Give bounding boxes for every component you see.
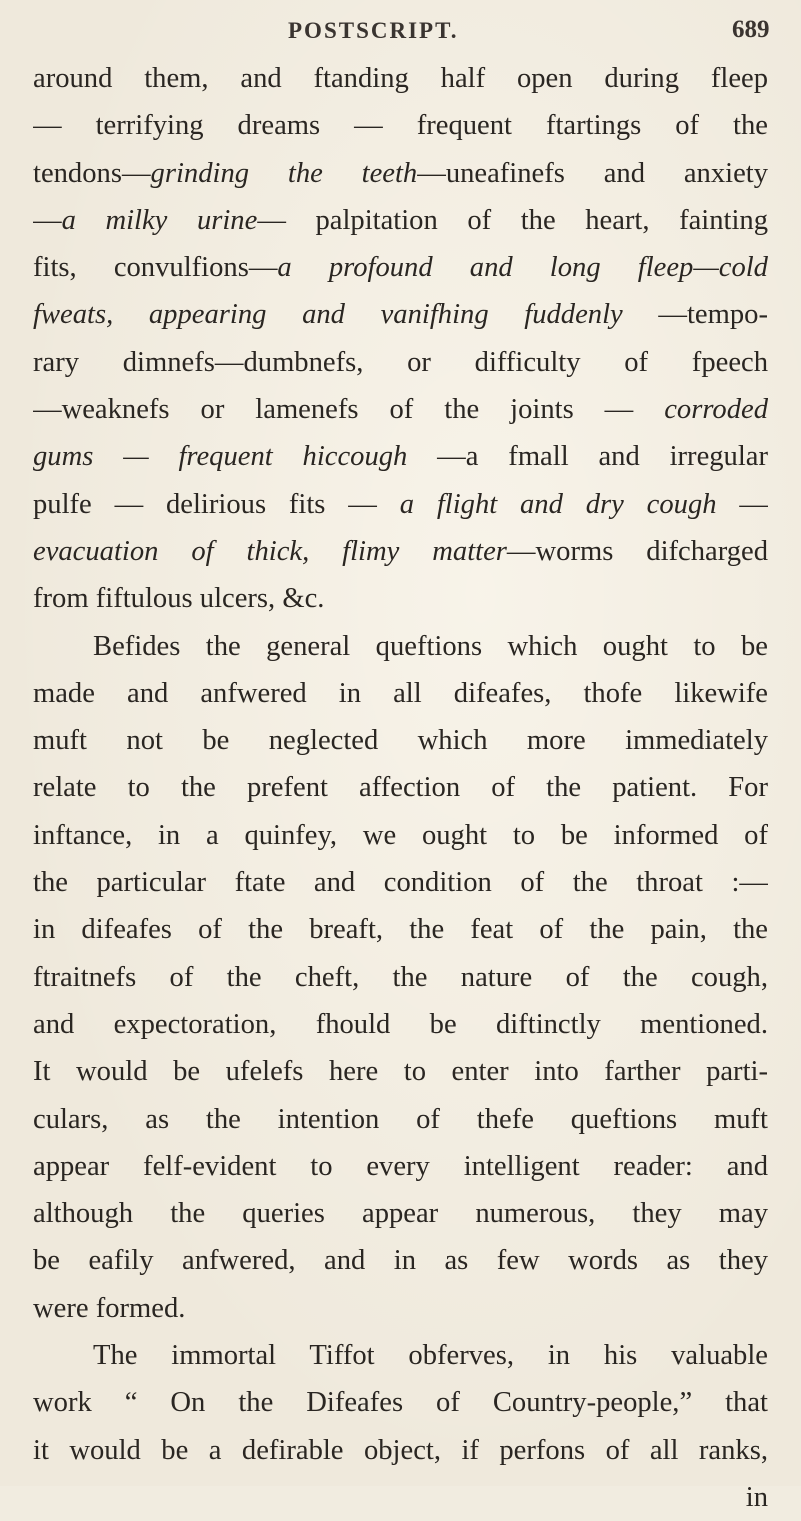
text-segment: —tempo- xyxy=(622,299,768,331)
text-segment: rary dimnefs—dumbnefs, or difficulty of fpeech xyxy=(33,346,768,378)
text-segment: — palpitation of the heart, fainting xyxy=(257,204,768,236)
text-line xyxy=(33,1427,768,1474)
running-head: POSTSCRIPT. xyxy=(288,18,459,43)
body-text xyxy=(33,55,768,1521)
text-segment: in difeafes of the breaft, the feat of the pain, the xyxy=(33,914,768,946)
text-line xyxy=(33,575,768,622)
text-line xyxy=(33,55,768,102)
italic-text: grinding the teeth xyxy=(150,157,418,189)
text-line xyxy=(33,1143,768,1190)
text-line xyxy=(33,670,768,717)
text-line xyxy=(33,812,768,859)
text-line xyxy=(33,386,768,433)
text-segment: — xyxy=(716,488,768,520)
text-segment: work “ On the Difeafes of Country-people,” that xyxy=(33,1387,768,1419)
text-line xyxy=(33,906,768,953)
text-line xyxy=(33,1048,768,1095)
text-segment: pulfe — delirious fits — xyxy=(33,488,400,520)
text-segment: — terrifying dreams — frequent ftartings of the xyxy=(33,110,768,142)
text-line xyxy=(33,1096,768,1143)
text-line xyxy=(33,717,768,764)
text-line xyxy=(33,859,768,906)
italic-text: a milky urine xyxy=(61,204,258,236)
text-segment: relate to the prefent affection of the patient. For xyxy=(33,772,768,804)
text-segment: around them, and ftanding half open during fleep xyxy=(33,63,768,94)
text-segment: —worms difcharged xyxy=(506,535,768,567)
text-segment: —weaknefs or lamenefs of the joints — xyxy=(33,394,665,426)
text-line xyxy=(33,1285,768,1332)
text-line xyxy=(33,1190,768,1237)
text-segment: It would be ufelefs here to enter into farther parti- xyxy=(33,1056,768,1088)
text-line xyxy=(33,481,768,528)
italic-text: evacuation of thick, flimy matter xyxy=(33,535,507,567)
italic-text: gums — frequent hiccough xyxy=(33,441,408,473)
italic-text: a flight and dry cough xyxy=(399,488,717,520)
text-line xyxy=(33,1001,768,1048)
text-line xyxy=(33,197,768,244)
text-line xyxy=(33,1379,768,1426)
text-segment: culars, as the intention of thefe queftions muft xyxy=(33,1103,768,1135)
text-segment: —uneafinefs and anxiety xyxy=(417,157,768,189)
italic-text: fweats, appearing and vanifhing fuddenly xyxy=(33,299,623,331)
italic-text: corroded xyxy=(664,394,768,426)
text-segment: be eafily anfwered, and in as few words as they xyxy=(33,1245,768,1277)
text-segment: were formed. xyxy=(33,1292,186,1324)
text-segment: tendons— xyxy=(33,157,151,189)
text-line xyxy=(33,1332,768,1379)
text-line xyxy=(33,339,768,386)
text-line xyxy=(33,764,768,811)
text-line xyxy=(33,1237,768,1284)
text-segment: — xyxy=(33,204,62,236)
text-segment: The immortal Tiffot obferves, in his valuable xyxy=(93,1340,768,1372)
text-line xyxy=(33,623,768,670)
text-line xyxy=(33,528,768,575)
text-line xyxy=(33,102,768,149)
text-segment: from fiftulous ulcers, &c. xyxy=(33,583,325,615)
text-segment: muft not be neglected which more immediately xyxy=(33,725,768,757)
text-line xyxy=(33,244,768,291)
page-number: 689 xyxy=(732,16,770,43)
text-segment: made and anfwered in all difeafes, thofe likewife xyxy=(33,677,768,709)
text-segment: —a fmall and irregular xyxy=(407,441,768,473)
text-line xyxy=(33,954,768,1001)
text-segment: and expectoration, fhould be diftinctly mentioned. xyxy=(33,1008,768,1040)
text-segment: the particular ftate and condition of the throat :— xyxy=(33,867,768,899)
text-line xyxy=(33,433,768,480)
text-segment: ftraitnefs of the cheft, the nature of the cough, xyxy=(33,961,768,993)
text-segment: although the queries appear numerous, they may xyxy=(33,1198,768,1230)
text-segment: fits, convulfions— xyxy=(33,252,278,284)
text-segment: appear felf-evident to every intelligent reader: and xyxy=(33,1150,768,1182)
text-line xyxy=(33,150,768,197)
page-header xyxy=(0,12,801,52)
text-segment: inftance, in a quinfey, we ought to be informed of xyxy=(33,819,768,851)
text-line xyxy=(33,291,768,338)
catchword xyxy=(33,1474,768,1521)
italic-text: a profound and long fleep—cold xyxy=(277,252,768,284)
text-segment: it would be a defirable object, if perfons of all ranks, xyxy=(33,1434,768,1466)
text-segment: in xyxy=(745,1481,768,1513)
text-segment: Befides the general queftions which ought to be xyxy=(93,630,768,662)
